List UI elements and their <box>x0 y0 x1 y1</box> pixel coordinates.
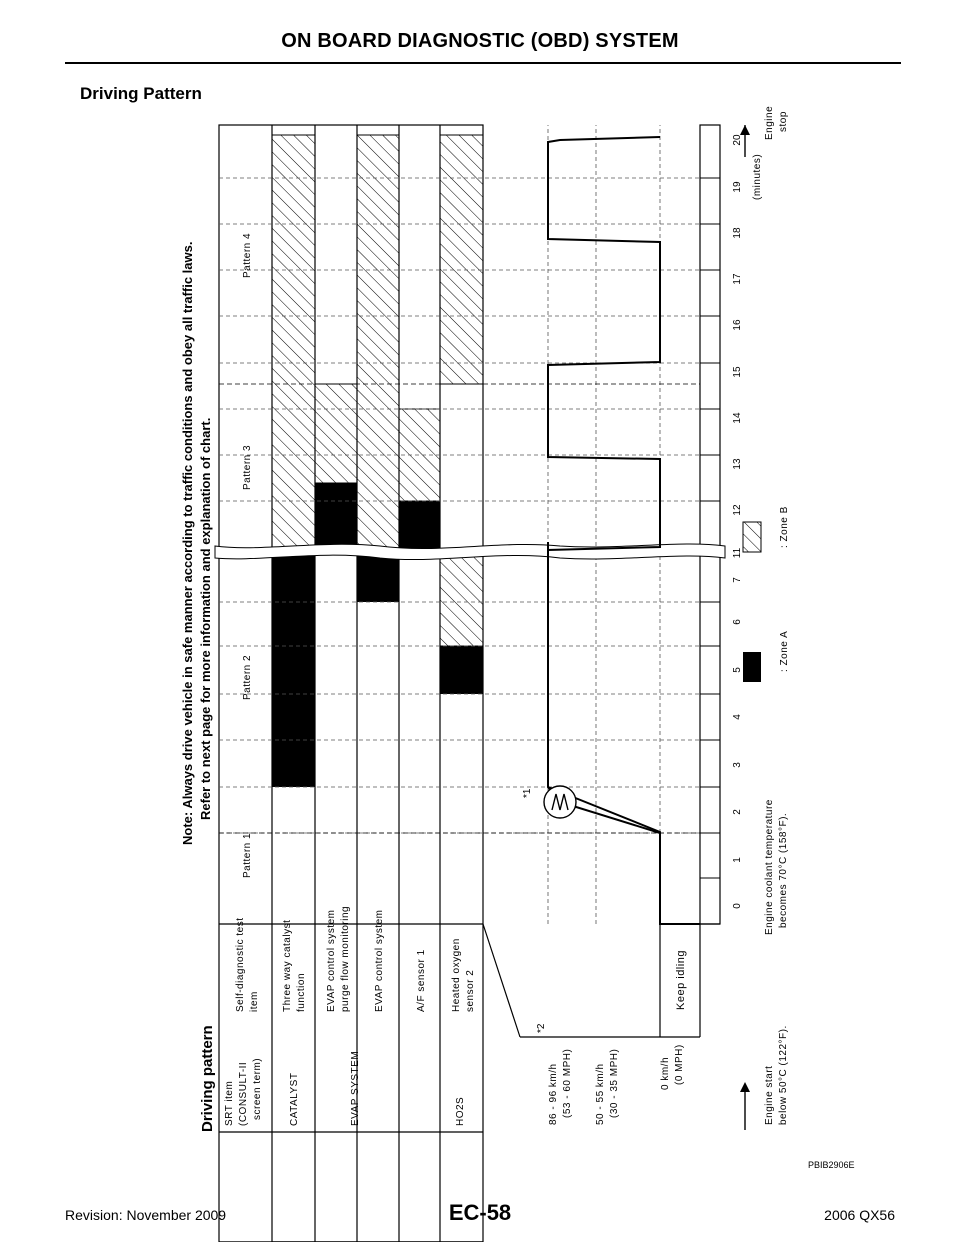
zone-b-evap-control <box>357 135 399 552</box>
svg-text:Three way catalyst: Three way catalyst <box>282 919 293 1012</box>
svg-text:becomes 70°C (158°F).: becomes 70°C (158°F). <box>778 812 789 928</box>
time-tick-label: 5 <box>732 667 743 673</box>
item-evap-purge <box>326 906 351 1012</box>
zone-b-af-sensor <box>399 409 440 501</box>
time-tick-label: 6 <box>732 619 743 625</box>
time-tick-label: 20 <box>732 134 743 146</box>
svg-text:(30 - 35 MPH): (30 - 35 MPH) <box>609 1048 620 1118</box>
zone-a-heated-o2 <box>440 646 483 694</box>
svg-text:86 - 96 km/h: 86 - 96 km/h <box>548 1063 559 1125</box>
svg-text:Engine coolant temperature: Engine coolant temperature <box>764 799 775 935</box>
star1-label: *1 <box>522 788 533 798</box>
pattern-1-label: Pattern 1 <box>242 832 253 878</box>
time-tick-label: 17 <box>732 273 743 285</box>
engine-start-label <box>764 1025 789 1125</box>
footer-model: 2006 QX56 <box>824 1207 895 1223</box>
star1-circle <box>544 786 576 818</box>
time-tick-label: 7 <box>732 577 743 583</box>
svg-text:(0 MPH): (0 MPH) <box>674 1044 685 1085</box>
item-heated-o2 <box>451 938 476 1012</box>
time-tick-label: 4 <box>732 714 743 720</box>
note-line-1: Note: Always drive vehicle in safe manner according to traffic conditions and obey all traffic laws. <box>180 241 195 845</box>
time-tick-label: 0 <box>732 903 743 909</box>
engine-stop-label <box>764 106 789 140</box>
zone-b-heated-o2 <box>440 552 483 646</box>
time-tick-label: 11 <box>732 547 743 559</box>
svg-text:stop: stop <box>778 111 789 132</box>
section-title: Driving Pattern <box>80 84 202 103</box>
coolant-label <box>764 799 789 935</box>
time-tick-label: 19 <box>732 181 743 193</box>
time-tick-label: 18 <box>732 227 743 239</box>
zone-a-evap-purge <box>315 483 357 552</box>
footer-revision: Revision: November 2009 <box>65 1207 227 1223</box>
page-title: ON BOARD DIAGNOSTIC (OBD) SYSTEM <box>281 30 679 52</box>
keep-idling-label: Keep idling <box>675 950 687 1010</box>
minutes-label: (minutes) <box>752 153 763 200</box>
svg-text:screen term): screen term) <box>252 1057 263 1120</box>
svg-text:SRT item: SRT item <box>224 1080 235 1126</box>
pattern-2-label: Pattern 2 <box>242 654 253 700</box>
time-tick-label: 15 <box>732 366 743 378</box>
group-ho2s: HO2S <box>455 1096 466 1126</box>
svg-text:item: item <box>249 991 260 1012</box>
svg-text:Engine start: Engine start <box>764 1065 775 1125</box>
group-catalyst: CATALYST <box>289 1072 300 1126</box>
svg-text:EVAP control system: EVAP control system <box>326 909 337 1012</box>
svg-text:(53 - 60 MPH): (53 - 60 MPH) <box>562 1048 573 1118</box>
svg-text:(CONSULT-II: (CONSULT-II <box>238 1061 249 1126</box>
item-af-sensor: A/F sensor 1 <box>416 949 427 1012</box>
svg-text:0 km/h: 0 km/h <box>660 1056 671 1090</box>
time-tick-label: 3 <box>732 762 743 768</box>
svg-text:purge flow monitoring: purge flow monitoring <box>340 905 351 1012</box>
svg-text:Self-diagnostic test: Self-diagnostic test <box>235 917 246 1012</box>
time-tick-label: 2 <box>732 809 743 815</box>
svg-text:below 50°C (122°F).: below 50°C (122°F). <box>778 1025 789 1125</box>
srt-header <box>224 1058 263 1126</box>
legend-zone-b-label: : Zone B <box>779 506 790 548</box>
zone-a-catalyst <box>272 552 315 787</box>
svg-text:sensor 2: sensor 2 <box>465 969 476 1012</box>
group-evap-system: EVAP SYSTEM <box>350 1050 361 1126</box>
zone-b-catalyst <box>272 135 315 552</box>
zone-a-af-sensor <box>399 501 440 552</box>
speed-high-label <box>548 1049 573 1125</box>
svg-text:function: function <box>296 972 307 1012</box>
time-tick-label: 1 <box>732 857 743 863</box>
zone-b-evap-purge <box>315 384 357 483</box>
zone-b-heated-o2-late <box>440 135 483 384</box>
svg-text:Heated oxygen: Heated oxygen <box>451 938 462 1012</box>
time-tick-label: 16 <box>732 319 743 331</box>
zone-a-evap-control <box>357 552 399 602</box>
figure-heading: Driving pattern <box>199 1025 216 1132</box>
time-tick-label: 14 <box>732 412 743 424</box>
svg-text:50 - 55 km/h: 50 - 55 km/h <box>595 1063 606 1125</box>
pattern-4-label: Pattern 4 <box>242 232 253 278</box>
legend-zone-a-swatch <box>743 652 761 682</box>
footer-page-number: EC-58 <box>448 1200 512 1225</box>
item-twc <box>282 920 307 1012</box>
time-tick-label: 13 <box>732 458 743 470</box>
speed-mid-label <box>595 1049 620 1125</box>
self-diag-header <box>235 918 260 1013</box>
figure-code: PBIB2906E <box>808 1160 855 1170</box>
speed-trace <box>548 542 700 924</box>
speed-star2: *2 <box>536 1023 547 1033</box>
time-tick-labels <box>732 134 743 909</box>
item-evap-control: EVAP control system <box>374 909 385 1012</box>
pattern-3-label: Pattern 3 <box>242 444 253 490</box>
time-tick-label: 12 <box>732 504 743 516</box>
legend-zone-a-label: : Zone A <box>779 630 790 672</box>
speed-zero-label <box>660 1044 685 1090</box>
svg-text:Engine: Engine <box>764 105 775 140</box>
legend-zone-b-swatch <box>743 522 761 552</box>
note-line-2: Refer to next page for more information and explanation of chart. <box>198 417 213 820</box>
